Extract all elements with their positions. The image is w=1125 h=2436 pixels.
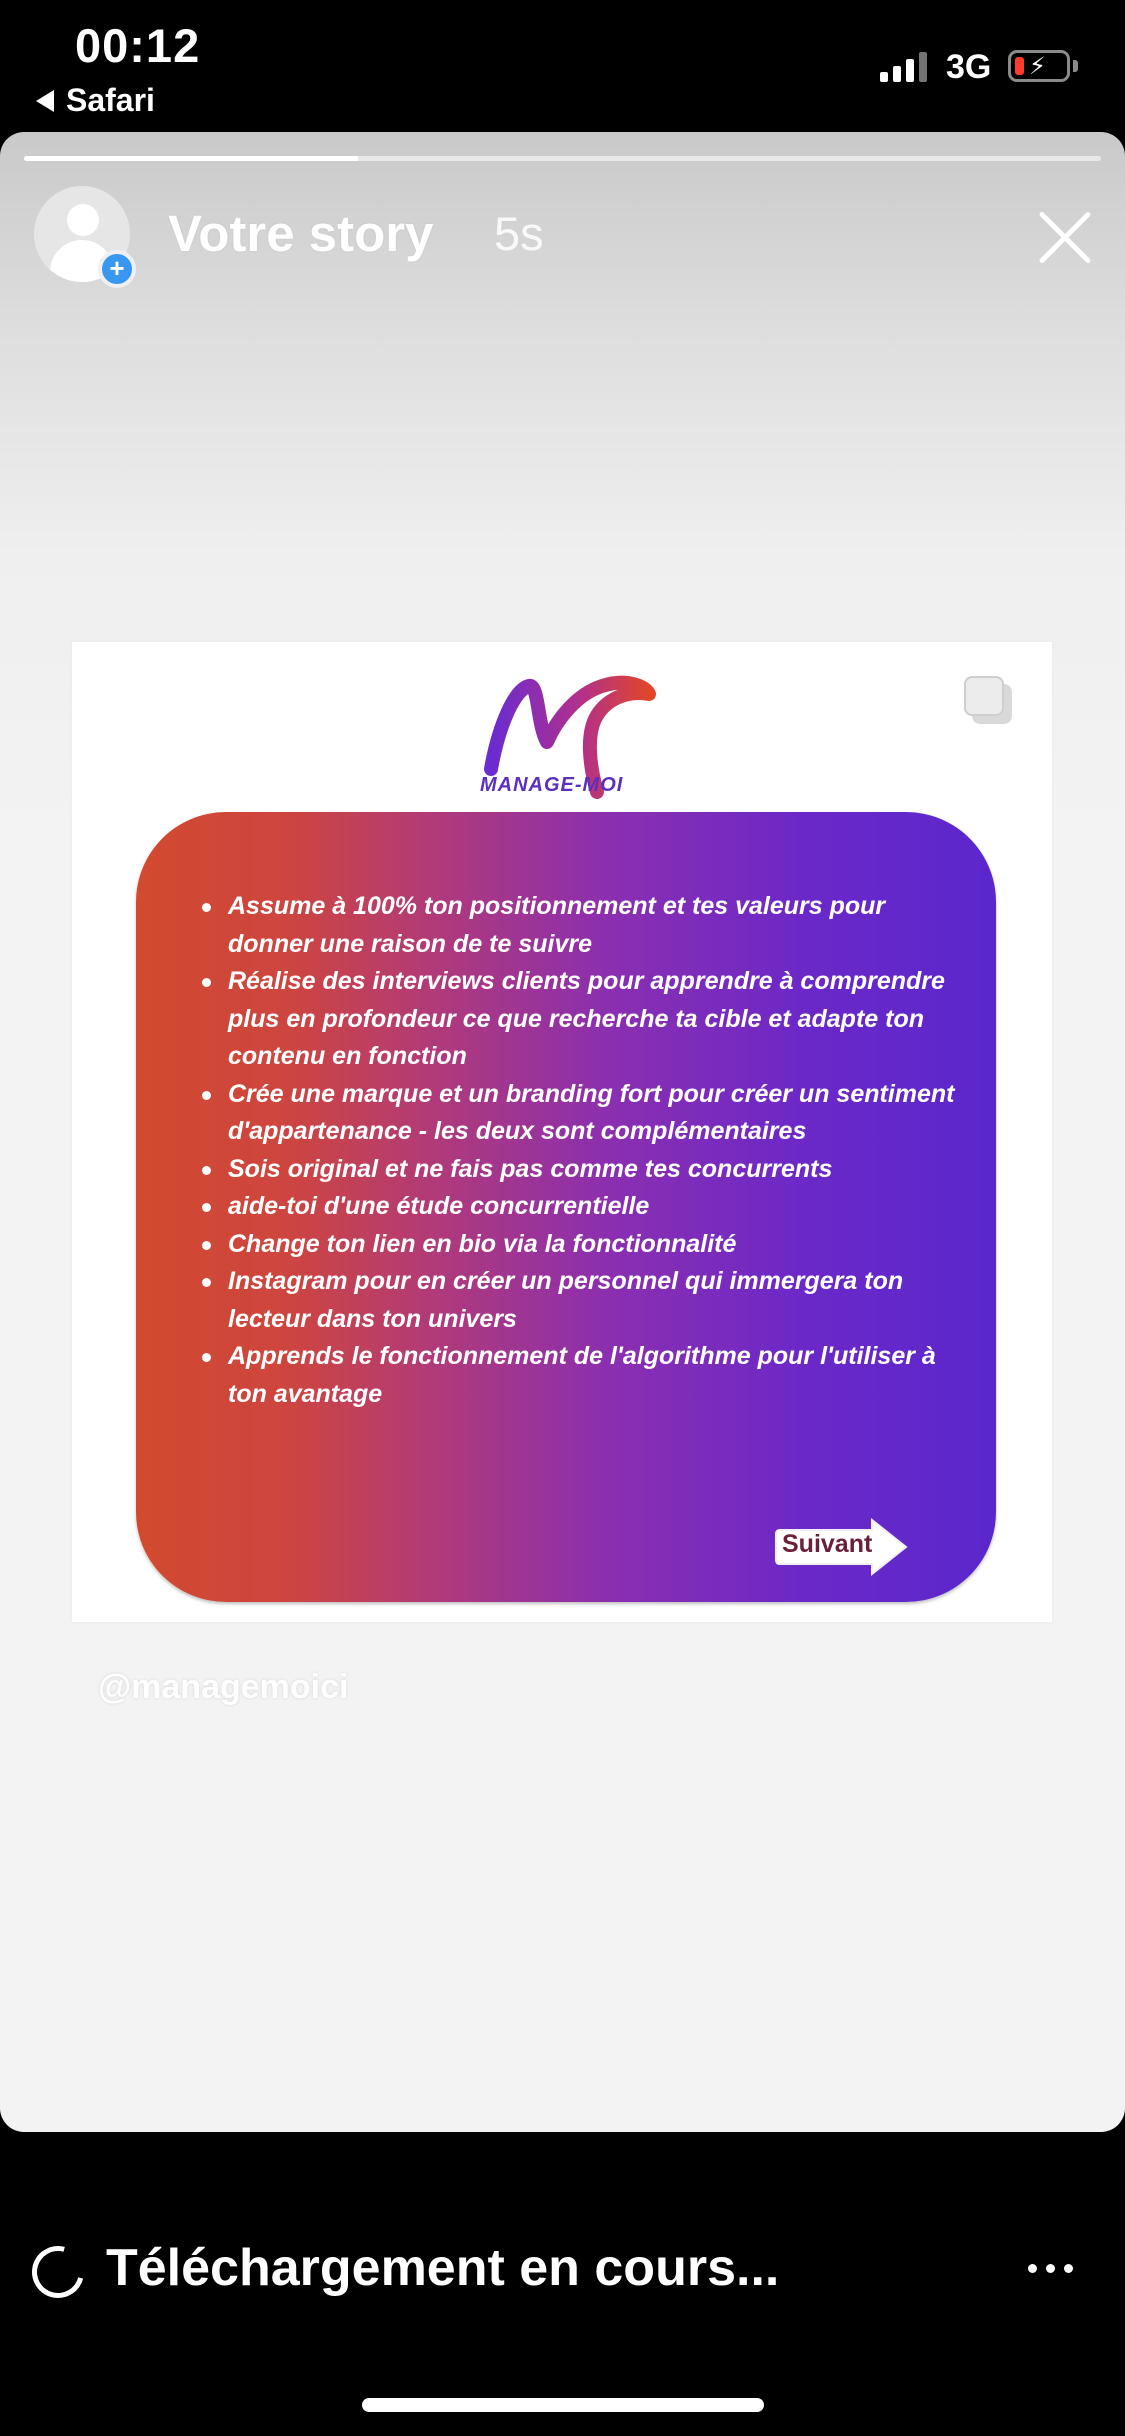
loading-spinner-icon: [22, 2236, 93, 2307]
tip-item: Sois original et ne fais pas comme tes concurrents: [228, 1151, 968, 1189]
avatar-head: [67, 204, 99, 236]
signal-strength-icon: [880, 50, 927, 82]
back-app-label: Safari: [66, 82, 155, 118]
shared-post[interactable]: [72, 642, 1052, 1622]
network-type: 3G: [946, 48, 992, 86]
carousel-multi-post-icon: [964, 676, 1012, 724]
story-viewer[interactable]: [0, 132, 1125, 2132]
mention-sticker[interactable]: @managemoici: [98, 1668, 349, 1706]
story-progress-bar: [24, 156, 1101, 161]
battery-cap: [1073, 60, 1078, 72]
tip-item: aide-toi d'une étude concurrentielle: [228, 1188, 968, 1226]
story-title[interactable]: Votre story: [168, 205, 434, 262]
story-elapsed-time: 5s: [494, 207, 544, 260]
add-story-plus-icon[interactable]: +: [98, 250, 136, 288]
tip-item: Instagram pour en créer un personnel qui immergera ton lecteur dans ton univers: [228, 1263, 968, 1338]
back-to-app-link[interactable]: [36, 82, 155, 119]
tip-item: Change ton lien en bio via la fonctionnalité: [228, 1226, 968, 1264]
bottom-bar: [0, 2132, 1125, 2436]
back-triangle-icon: [36, 90, 54, 112]
tip-item: Apprends le fonctionnement de l'algorithme pour l'utiliser à ton avantage: [228, 1338, 968, 1413]
tip-item: Réalise des interviews clients pour apprendre à comprendre plus en profondeur ce que recherche ta cible et adapte ton contenu en fonction: [228, 963, 968, 1076]
upload-status: Téléchargement en cours...: [106, 2239, 780, 2297]
tips-list: [228, 888, 968, 1413]
home-indicator[interactable]: [362, 2398, 764, 2412]
tips-panel: [136, 812, 996, 1602]
next-arrow-button: [772, 1518, 910, 1576]
status-bar: [0, 0, 1125, 130]
close-icon[interactable]: [1034, 206, 1096, 268]
battery-icon: ⚡: [1008, 50, 1070, 82]
next-label: Suivant: [782, 1530, 873, 1558]
more-options-icon[interactable]: [1028, 2264, 1073, 2273]
clock: 00:12: [75, 19, 201, 72]
story-progress-fill: [24, 156, 358, 161]
tip-item: Crée une marque et un branding fort pour créer un sentiment d'appartenance - les deux sont complémentaires: [228, 1076, 968, 1151]
logo-wordmark: MANAGE-MOI: [480, 774, 624, 796]
tip-item: Assume à 100% ton positionnement et tes valeurs pour donner une raison de te suivre: [228, 888, 968, 963]
